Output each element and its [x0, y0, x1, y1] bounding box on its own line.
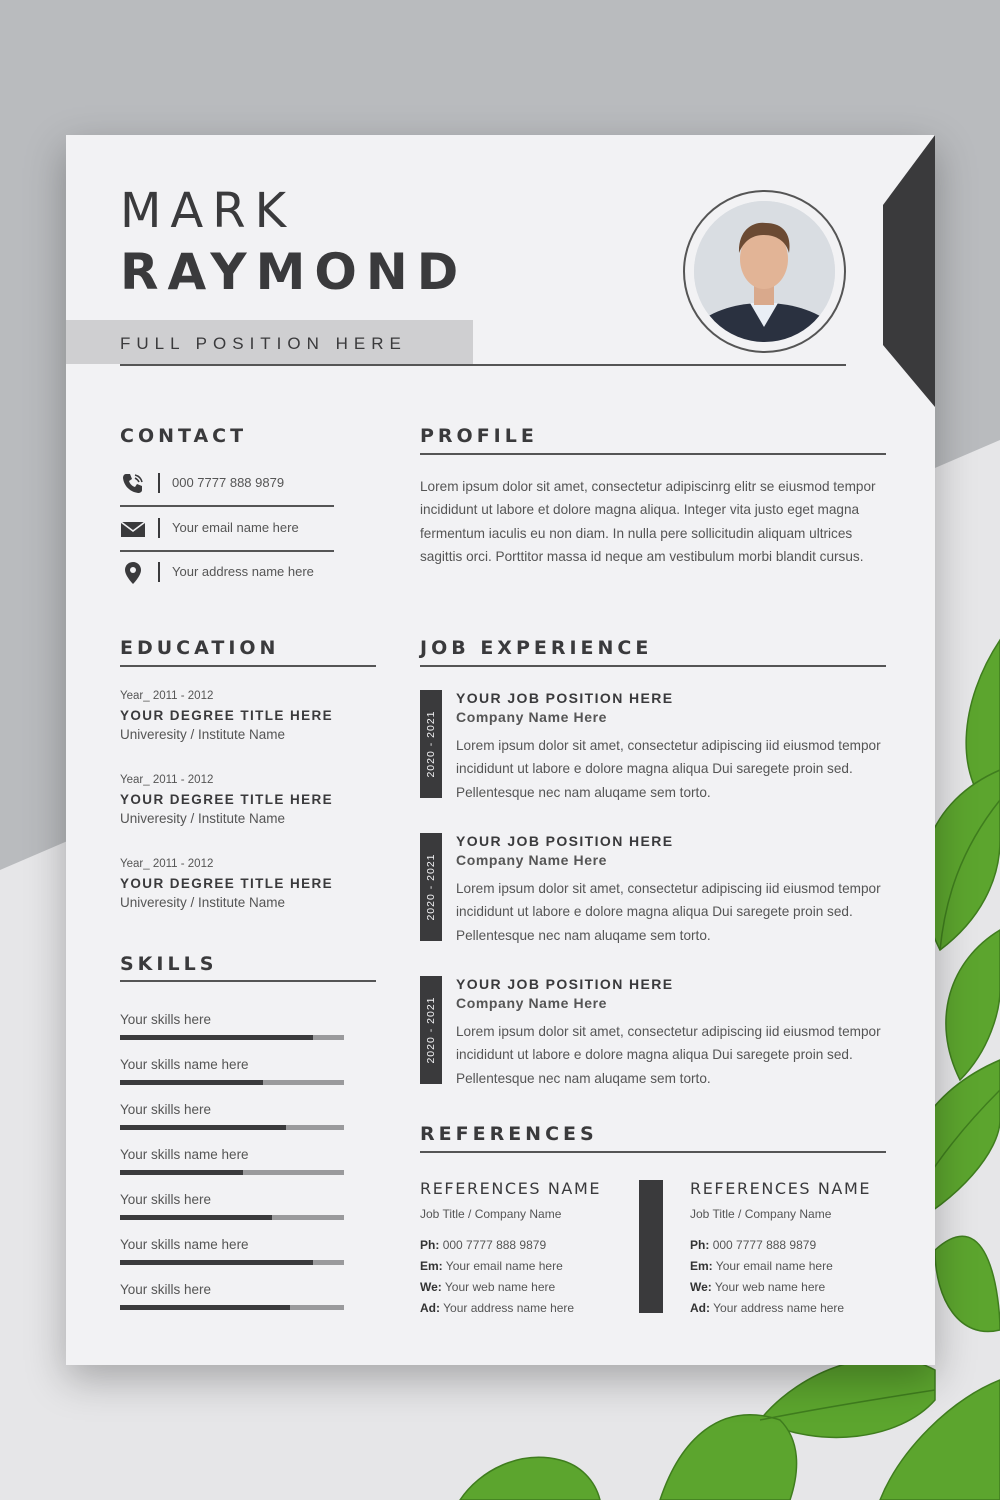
skill-label: Your skills here: [120, 1282, 212, 1297]
education-year: Year_ 2011 - 2012: [120, 690, 214, 702]
references-column-divider: [639, 1180, 663, 1313]
skill-item: [120, 1192, 344, 1220]
education-institute: Univeresity / Institute Name: [120, 811, 286, 826]
education-degree: YOUR DEGREE TITLE HERE: [120, 876, 334, 891]
reference-card: [690, 1179, 900, 1322]
job-company: Company Name Here: [456, 709, 608, 725]
reference-job: Job Title / Company Name: [420, 1207, 562, 1221]
reference-address: Ad: Your address name here: [420, 1301, 575, 1315]
reference-email: Em: Your email name here: [690, 1259, 833, 1273]
job-item: [420, 690, 886, 800]
envelope-icon: [120, 516, 146, 542]
education-year: Year_ 2011 - 2012: [120, 774, 214, 786]
contact-email-row: [120, 512, 334, 552]
education-institute: Univeresity / Institute Name: [120, 727, 286, 742]
experience-divider: [420, 665, 886, 667]
skill-bar: [120, 1170, 344, 1175]
skills-heading: SKILLS: [120, 953, 218, 975]
job-description: Lorem ipsum dolor sit amet, consectetur adipiscing iid eiusmod tempor incididunt ut labore e dolore magna aliqua Dui saregete proin sed. Pellentesque nec nam aluqame sem torto.: [456, 738, 881, 800]
skill-item: [120, 1147, 344, 1175]
contact-address: Your address name here: [172, 564, 314, 579]
skill-label: Your skills here: [120, 1102, 212, 1117]
job-company: Company Name Here: [456, 852, 608, 868]
job-years-tag: 2020 - 2021: [420, 976, 442, 1084]
skill-bar: [120, 1125, 344, 1130]
references-heading: REFERENCES: [420, 1123, 598, 1145]
skill-label: Your skills here: [120, 1192, 212, 1207]
corner-accent: [883, 135, 935, 407]
education-divider: [120, 665, 376, 667]
skill-item: [120, 1237, 344, 1265]
job-company: Company Name Here: [456, 995, 608, 1011]
contact-phone: 000 7777 888 9879: [172, 475, 285, 490]
profile-heading: PROFILE: [420, 425, 538, 447]
phone-icon: [120, 471, 146, 497]
skill-bar: [120, 1080, 344, 1085]
education-institute: Univeresity / Institute Name: [120, 895, 286, 910]
job-position: YOUR JOB POSITION HERE: [456, 976, 674, 992]
education-item: [120, 690, 380, 742]
education-degree: YOUR DEGREE TITLE HERE: [120, 708, 334, 723]
education-degree: YOUR DEGREE TITLE HERE: [120, 792, 334, 807]
skill-bar: [120, 1035, 344, 1040]
education-heading: EDUCATION: [120, 637, 280, 659]
education-item: [120, 774, 380, 826]
job-description: Lorem ipsum dolor sit amet, consectetur adipiscing iid eiusmod tempor incididunt ut labore e dolore magna aliqua Dui saregete proin sed. Pellentesque nec nam aluqame sem torto.: [456, 1024, 881, 1086]
reference-job: Job Title / Company Name: [690, 1207, 832, 1221]
experience-heading: JOB EXPERIENCE: [420, 637, 653, 659]
profile-divider: [420, 453, 886, 455]
skill-label: Your skills name here: [120, 1057, 249, 1072]
education-year: Year_ 2011 - 2012: [120, 858, 214, 870]
position-title: FULL POSITION HERE: [120, 334, 407, 353]
job-years-tag: 2020 - 2021: [420, 833, 442, 941]
profile-text: Lorem ipsum dolor sit amet, consectetur adipiscinrg elitr se eiusmod tempor incididunt ut labore et dolore magna aliqua. Integer vita justo eget magna fermentum iaculis eu non diam. In nulla pere sollicitudin aliquam ultrices sagittis orci. Porttitor massa id neque am vestibulum morbi blandit cursus.: [420, 479, 876, 565]
avatar: [694, 201, 835, 342]
resume-page: [66, 135, 935, 1365]
job-position: YOUR JOB POSITION HERE: [456, 690, 674, 706]
job-item: [420, 833, 886, 943]
skill-bar: [120, 1260, 344, 1265]
reference-web: We: Your web name here: [420, 1280, 556, 1294]
skill-label: Your skills name here: [120, 1147, 249, 1162]
skill-item: [120, 1102, 344, 1130]
reference-phone: Ph: 000 7777 888 9879: [420, 1238, 547, 1252]
skill-label: Your skills name here: [120, 1237, 249, 1252]
skill-bar: [120, 1305, 344, 1310]
skill-item: [120, 1057, 344, 1085]
last-name: RAYMOND: [120, 243, 468, 301]
skill-label: Your skills here: [120, 1012, 212, 1027]
location-pin-icon: [120, 560, 146, 586]
skill-item: [120, 1282, 344, 1310]
skill-bar: [120, 1215, 344, 1220]
skill-item: [120, 1012, 344, 1040]
references-divider: [420, 1151, 886, 1153]
job-item: [420, 976, 886, 1086]
reference-address: Ad: Your address name here: [690, 1301, 845, 1315]
job-years-tag: 2020 - 2021: [420, 690, 442, 798]
reference-phone: Ph: 000 7777 888 9879: [690, 1238, 817, 1252]
reference-name: REFERENCES NAME: [420, 1179, 602, 1198]
reference-name: REFERENCES NAME: [690, 1179, 872, 1198]
contact-address-row: [120, 556, 334, 596]
reference-email: Em: Your email name here: [420, 1259, 563, 1273]
contact-phone-row: [120, 467, 334, 507]
reference-card: [420, 1179, 630, 1322]
education-item: [120, 858, 380, 910]
job-description: Lorem ipsum dolor sit amet, consectetur adipiscing iid eiusmod tempor incididunt ut labore e dolore magna aliqua Dui saregete proin sed. Pellentesque nec nam aluqame sem torto.: [456, 881, 881, 943]
contact-email: Your email name here: [172, 520, 299, 535]
job-position: YOUR JOB POSITION HERE: [456, 833, 674, 849]
header-divider: [120, 364, 846, 366]
contact-heading: CONTACT: [120, 425, 248, 447]
reference-web: We: Your web name here: [690, 1280, 826, 1294]
skills-divider: [120, 980, 376, 982]
first-name: MARK: [120, 183, 296, 239]
